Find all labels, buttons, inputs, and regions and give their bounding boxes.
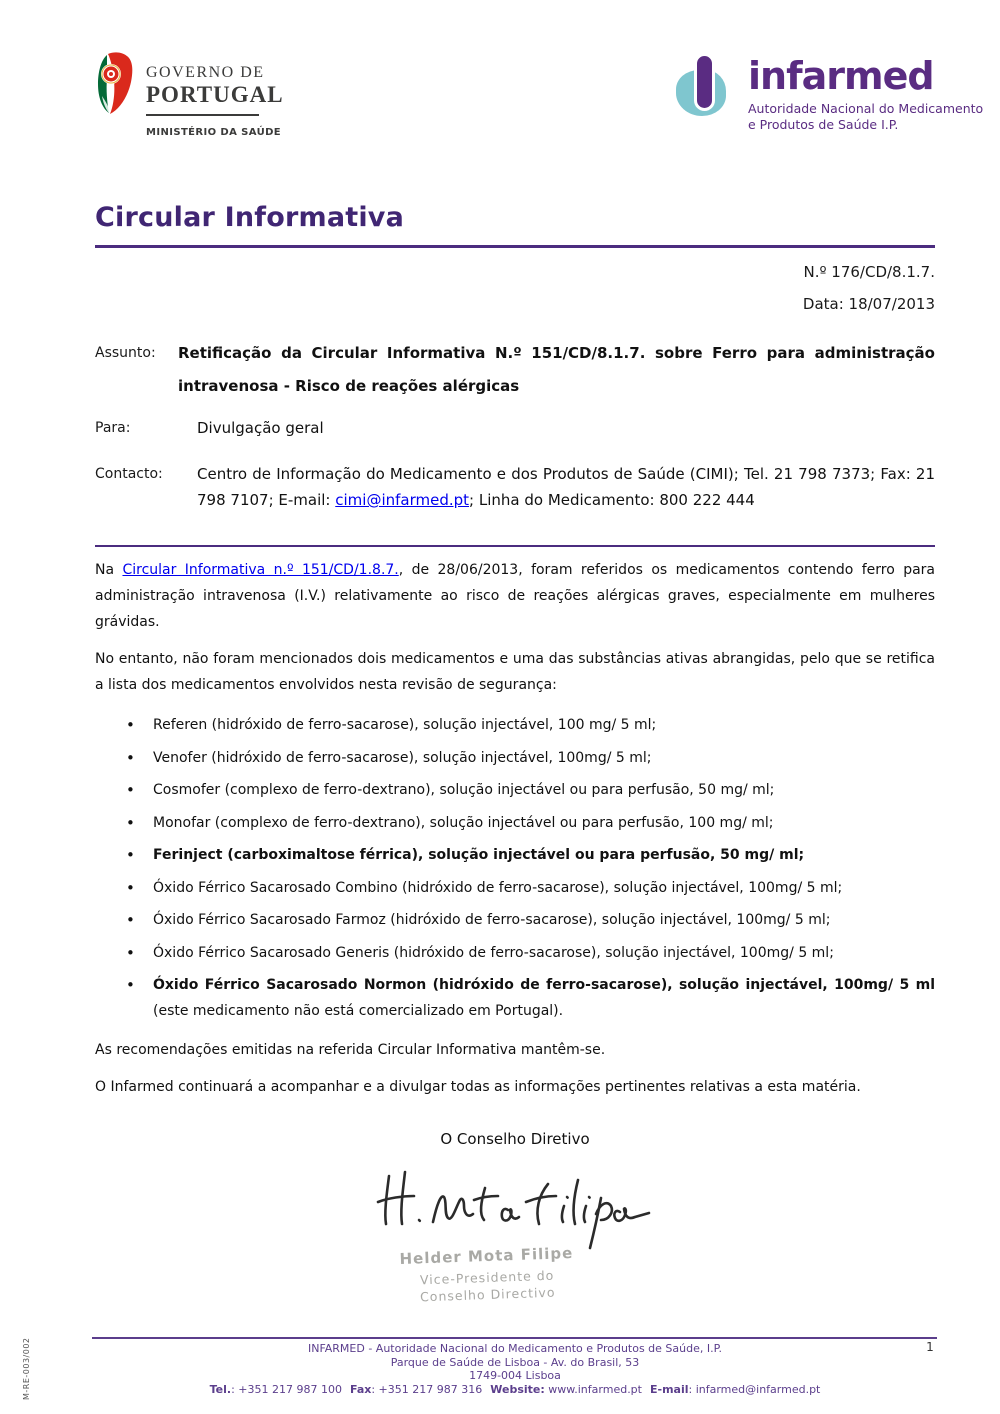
medication-item: • Monofar (complexo de ferro-dextrano), solução injectável ou para perfusão, 100 mg/ ml; (95, 811, 935, 837)
gov-line2: PORTUGAL (146, 82, 284, 107)
document-meta (803, 256, 935, 320)
footer-fax-label: Fax (349, 1382, 372, 1396)
footer-fax-value: : +351 217 987 316 (371, 1382, 483, 1396)
medication-item: • Óxido Férrico Sacarosado Generis (hidróxido de ferro-sacarose), solução injectável, 100mg/ 5 ml; (95, 941, 935, 967)
medication-item: • Referen (hidróxido de ferro-sacarose), solução injectável, 100 mg/ 5 ml; (95, 713, 935, 739)
medication-item: • Óxido Férrico Sacarosado Farmoz (hidróxido de ferro-sacarose), solução injectável, 100mg/ 5 ml; (95, 908, 935, 934)
infarmed-wordmark: infarmed (748, 54, 934, 98)
contacto-label: Contacto: (95, 466, 163, 482)
circular-reference-link[interactable]: Circular Informativa n.º 151/CD/1.8.7. (122, 562, 399, 578)
p1-post: , de 28/06/2013, foram referidos os medicamentos contendo ferro para administração intravenosa (I.V.) relativamente ao risco de reações alérgicas graves, especialmente em mulheres grávidas. (95, 562, 936, 630)
document-fields (95, 337, 935, 513)
document-code-vertical: M-RE-003/002 (22, 1337, 31, 1400)
page-number: 1 (926, 1340, 934, 1354)
medication-item: • Óxido Férrico Sacarosado Normon (hidróxido de ferro-sacarose), solução injectável, 100mg/ 5 ml (este medicamento não está comercializado em Portugal). (95, 973, 935, 1024)
field-assunto (95, 337, 935, 403)
stamp-title-line2: Conselho Directivo (419, 1284, 556, 1305)
footer (95, 1342, 935, 1396)
stamp-title-line1: Vice-Presidente do (419, 1267, 555, 1288)
infarmed-subtitle (748, 101, 983, 133)
footer-website-value: www.infarmed.pt (544, 1382, 642, 1396)
body-paragraph-1 (95, 557, 935, 635)
section-divider (95, 545, 935, 547)
infarmed-subtitle-line1: Autoridade Nacional do Medicamento (748, 101, 984, 116)
contacto-text (197, 461, 935, 513)
footer-tel-label: Tel. (209, 1382, 232, 1396)
footer-email-label: E-mail (649, 1382, 689, 1396)
medication-item: • Venofer (hidróxido de ferro-sacarose), solução injectável, 100mg/ 5 ml; (95, 746, 935, 772)
medication-list (95, 713, 935, 1024)
gov-line1: GOVERNO DE (146, 64, 265, 81)
document-date: Data: 18/07/2013 (802, 295, 935, 313)
contacto-pre: Centro de Informação do Medicamento e dos Produtos de Saúde (CIMI); Tel. 21 798 7373; Fax: 21 798 7107; E-mail: (197, 465, 935, 509)
body-paragraph-4: O Infarmed continuará a acompanhar e a divulgar todas as informações pertinentes relativas a esta matéria. (95, 1079, 861, 1095)
medication-item: • Ferinject (carboximaltose férrica), solução injectável ou para perfusão, 50 mg/ ml; (95, 843, 935, 869)
assunto-text: Retificação da Circular Informativa N.º 151/CD/8.1.7. sobre Ferro para administração intravenosa - Risco de reações alérgicas (178, 344, 935, 395)
medication-item: • Óxido Férrico Sacarosado Combino (hidróxido de ferro-sacarose), solução injectável, 100mg/ 5 ml; (95, 876, 935, 902)
document-number: N.º 176/CD/8.1.7. (803, 263, 935, 281)
para-label: Para: (95, 420, 131, 436)
portugal-flag-icon (97, 52, 133, 118)
contacto-post: ; Linha do Medicamento: 800 222 444 (469, 491, 755, 509)
assunto-label: Assunto: (95, 345, 156, 361)
infarmed-mark-icon (676, 56, 732, 118)
medication-item: • Cosmofer (complexo de ferro-dextrano), solução injectável ou para perfusão, 50 mg/ ml; (95, 778, 935, 804)
footer-rule (92, 1337, 937, 1339)
governo-portugal-logo (97, 52, 284, 138)
gov-divider (146, 114, 259, 116)
gov-line3: MINISTÉRIO DA SAÚDE (146, 127, 282, 138)
footer-tel-value: : +351 217 987 100 (231, 1382, 342, 1396)
footer-email-value: : infarmed@infarmed.pt (688, 1382, 821, 1396)
infarmed-subtitle-line2: e Produtos de Saúde I.P. (748, 117, 899, 132)
governo-portugal-text (146, 52, 284, 138)
infarmed-logo (676, 56, 983, 133)
page-title: Circular Informativa (95, 202, 405, 233)
footer-line-3: 1749-004 Lisboa (469, 1369, 561, 1382)
p1-pre: Na (95, 562, 123, 578)
stamp-name: Helder Mota Filipe (399, 1243, 574, 1269)
document-body (95, 557, 935, 1303)
infarmed-text (748, 56, 983, 133)
footer-line-1: INFARMED - Autoridade Nacional do Medicamento e Produtos de Saúde, I.P. (307, 1342, 723, 1355)
title-rule (95, 245, 935, 248)
field-para (95, 412, 935, 445)
footer-line-4 (95, 1383, 935, 1397)
field-contacto (95, 461, 935, 513)
para-text: Divulgação geral (197, 419, 324, 437)
signature-heading: O Conselho Diretivo (440, 1130, 590, 1148)
infarmed-pill-shape (697, 56, 712, 108)
body-paragraph-3: As recomendações emitidas na referida Circular Informativa mantêm-se. (95, 1042, 606, 1058)
footer-line-2: Parque de Saúde de Lisboa - Av. do Brasil, 53 (390, 1355, 640, 1369)
footer-website-label: Website: (490, 1382, 545, 1396)
signature-block (95, 1126, 935, 1303)
body-paragraph-2: No entanto, não foram mencionados dois medicamentos e uma das substâncias ativas abrangidas, pelo que se retifica a lista dos medicamentos envolvidos nesta revisão de segurança: (95, 651, 935, 693)
contacto-email-link[interactable]: cimi@infarmed.pt (335, 491, 470, 509)
